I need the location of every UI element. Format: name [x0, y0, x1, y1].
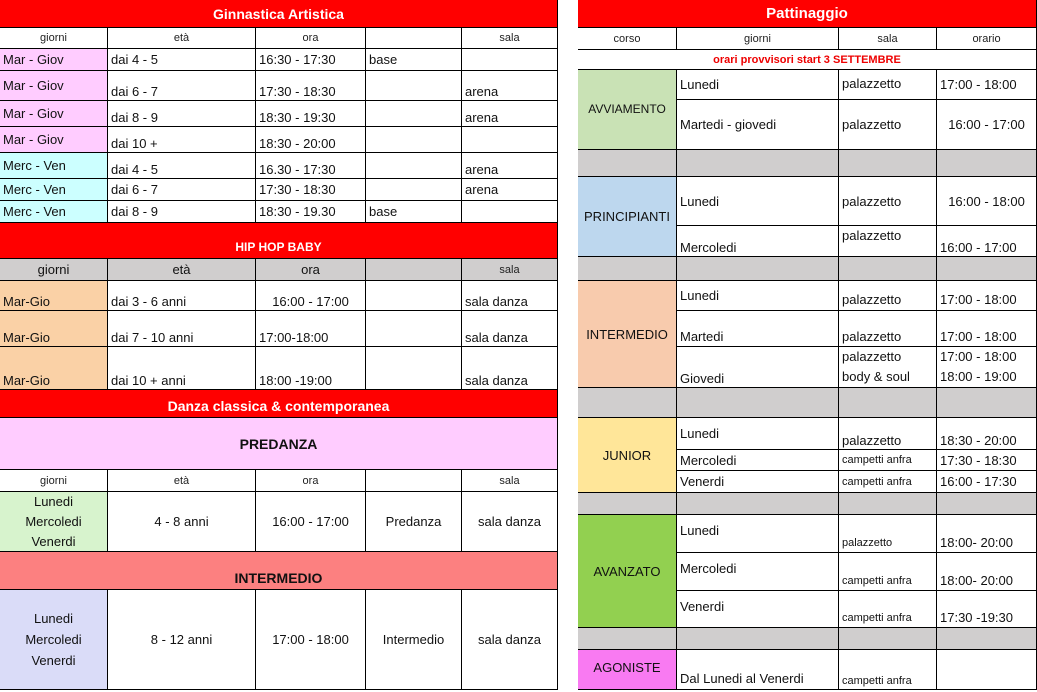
col-header-ora: ora: [256, 28, 366, 49]
ginnastica-row-5-sala: arena: [462, 153, 558, 179]
ginnastica-row-6-sala: arena: [462, 179, 558, 201]
intermedio-sala: sala danza: [462, 590, 558, 690]
hiphop-header-ora: ora: [256, 259, 366, 281]
separator-2d: [937, 257, 1037, 281]
agoniste-label: AGONISTE: [578, 650, 677, 690]
ginnastica-row-6-eta: dai 6 - 7: [108, 179, 256, 201]
ginnastica-row-1-ora: 16:30 - 17:30: [256, 49, 366, 71]
ginnastica-row-5-corso: [366, 153, 462, 179]
ginnastica-row-4-eta: dai 10 +: [108, 127, 256, 153]
danza-title: Danza classica & contemporanea: [0, 390, 558, 418]
danza-header-sala: sala: [462, 470, 558, 492]
junior-label: JUNIOR: [578, 418, 677, 493]
predanza-day-2: Mercoledi: [25, 513, 82, 529]
predanza-day-1: Lunedi: [33, 493, 74, 509]
separator-4b: [677, 493, 839, 515]
agoniste-row1-sala: campetti anfra: [839, 650, 937, 690]
avanzato-row2-sala: campetti anfra: [839, 553, 937, 591]
separator-1c: [839, 150, 937, 177]
ginnastica-row-2-corso: [366, 71, 462, 101]
intermedio-label: INTERMEDIO: [578, 281, 677, 388]
intermedio-row3-sala: [839, 347, 937, 388]
ginnastica-row-3-sala: arena: [462, 101, 558, 127]
ginnastica-row-1-giorni: Mar - Giov: [0, 49, 108, 71]
ginnastica-row-2-giorni: Mar - Giov: [0, 71, 108, 101]
avviamento-row2-orario: 16:00 - 17:00: [937, 100, 1037, 150]
danza-header-ora: ora: [256, 470, 366, 492]
ginnastica-row-4-giorni: Mar - Giov: [0, 127, 108, 153]
ginnastica-row-5-eta: dai 4 - 5: [108, 153, 256, 179]
avviamento-row2-sala: palazzetto: [839, 100, 937, 150]
ginnastica-row-6-ora: 17:30 - 18:30: [256, 179, 366, 201]
hiphop-row-3-eta: dai 10 + anni: [108, 347, 256, 390]
hiphop-row-1-ora: 16:00 - 17:00: [256, 281, 366, 311]
hiphop-row-1-eta: dai 3 - 6 anni: [108, 281, 256, 311]
intermedio-row3-orario-1: 17:00 - 18:00: [940, 349, 1017, 364]
col-header-giorni: giorni: [0, 28, 108, 49]
avviamento-row2-giorni: Martedi - giovedi: [677, 100, 839, 150]
principianti-row2-orario: 16:00 - 17:00: [937, 226, 1037, 257]
separator-2c: [839, 257, 937, 281]
separator-1a: [578, 150, 677, 177]
hiphop-row-2-corso: [366, 311, 462, 347]
hiphop-row-1-giorni: Mar-Gio: [0, 281, 108, 311]
avanzato-row3-orario: 17:30 -19:30: [937, 591, 1037, 628]
separator-2b: [677, 257, 839, 281]
hiphop-row-2-giorni: Mar-Gio: [0, 311, 108, 347]
intermedio-row3-sala-2: body & soul: [842, 369, 910, 384]
ginnastica-row-7-eta: dai 8 - 9: [108, 201, 256, 223]
patt-header-orario: orario: [937, 28, 1037, 50]
patt-note: orari provvisori start 3 SETTEMBRE: [578, 50, 1037, 70]
intermedio-row1-giorni: Lunedi: [677, 281, 839, 311]
hiphop-header-eta: età: [108, 259, 256, 281]
separator-1d: [937, 150, 1037, 177]
agoniste-row1-orario: [937, 650, 1037, 690]
intermedio-row2-giorni: Martedi: [677, 311, 839, 347]
ginnastica-row-7-giorni: Merc - Ven: [0, 201, 108, 223]
separator-3b: [677, 388, 839, 418]
separator-3a: [578, 388, 677, 418]
separator-5c: [839, 628, 937, 650]
separator-1b: [677, 150, 839, 177]
intermedio-day-1: Lunedi: [33, 611, 74, 626]
principianti-row2-sala: palazzetto: [839, 226, 937, 257]
junior-row1-orario: 18:30 - 20:00: [937, 418, 1037, 450]
ginnastica-row-6-corso: [366, 179, 462, 201]
separator-5a: [578, 628, 677, 650]
intermedio-days: [0, 590, 108, 690]
ginnastica-row-2-ora: 17:30 - 18:30: [256, 71, 366, 101]
predanza-ora: 16:00 - 17:00: [256, 492, 366, 552]
ginnastica-row-1-eta: dai 4 - 5: [108, 49, 256, 71]
predanza-eta: 4 - 8 anni: [108, 492, 256, 552]
junior-row2-sala: campetti anfra: [839, 450, 937, 471]
agoniste-row1-giorni: Dal Lunedi al Venerdi: [677, 650, 839, 690]
avanzato-row1-giorni: Lunedi: [677, 515, 839, 553]
ginnastica-row-4-corso: [366, 127, 462, 153]
intermedio-day-2: Mercoledi: [25, 632, 82, 647]
ginnastica-row-5-ora: 16.30 - 17:30: [256, 153, 366, 179]
junior-row2-orario: 17:30 - 18:30: [937, 450, 1037, 471]
predanza-sala: sala danza: [462, 492, 558, 552]
ginnastica-row-7-sala: [462, 201, 558, 223]
hiphop-row-3-giorni: Mar-Gio: [0, 347, 108, 390]
avanzato-row2-orario: 18:00- 20:00: [937, 553, 1037, 591]
separator-2a: [578, 257, 677, 281]
intermedio-row2-orario: 17:00 - 18:00: [937, 311, 1037, 347]
col-header-sala: sala: [462, 28, 558, 49]
principianti-row1-orario: 16:00 - 18:00: [937, 177, 1037, 226]
separator-4c: [839, 493, 937, 515]
predanza-days: [0, 492, 108, 552]
junior-row2-giorni: Mercoledi: [677, 450, 839, 471]
ginnastica-row-1-sala: [462, 49, 558, 71]
ginnastica-row-3-eta: dai 8 - 9: [108, 101, 256, 127]
hiphop-header-blank: [366, 259, 462, 281]
intermedio-row3-orario: [937, 347, 1037, 388]
separator-5d: [937, 628, 1037, 650]
ginnastica-row-2-sala: arena: [462, 71, 558, 101]
ginnastica-row-2-eta: dai 6 - 7: [108, 71, 256, 101]
intermedio-danza-title: INTERMEDIO: [0, 552, 558, 590]
hiphop-row-2-ora: 17:00-18:00: [256, 311, 366, 347]
hiphop-row-1-sala: sala danza: [462, 281, 558, 311]
ginnastica-row-3-corso: [366, 101, 462, 127]
danza-header-giorni: giorni: [0, 470, 108, 492]
pattinaggio-title: Pattinaggio: [578, 0, 1037, 28]
hiphop-row-1-corso: [366, 281, 462, 311]
principianti-label: PRINCIPIANTI: [578, 177, 677, 257]
patt-header-corso: corso: [578, 28, 677, 50]
hiphop-row-3-ora: 18:00 -19:00: [256, 347, 366, 390]
ginnastica-row-4-sala: [462, 127, 558, 153]
hiphop-title: HIP HOP BABY: [0, 223, 558, 259]
predanza-title: PREDANZA: [0, 418, 558, 470]
predanza-corso: Predanza: [366, 492, 462, 552]
intermedio-row1-sala: palazzetto: [839, 281, 937, 311]
avviamento-row1-orario: 17:00 - 18:00: [937, 70, 1037, 100]
junior-row3-sala: campetti anfra: [839, 471, 937, 493]
avviamento-row1-giorni: Lunedi: [677, 70, 839, 100]
ginnastica-row-5-giorni: Merc - Ven: [0, 153, 108, 179]
hiphop-row-2-sala: sala danza: [462, 311, 558, 347]
principianti-row2-giorni: Mercoledi: [677, 226, 839, 257]
danza-header-eta: età: [108, 470, 256, 492]
avanzato-row3-sala: campetti anfra: [839, 591, 937, 628]
hiphop-header-sala: sala: [462, 259, 558, 281]
intermedio-row2-sala: palazzetto: [839, 311, 937, 347]
ginnastica-row-6-giorni: Merc - Ven: [0, 179, 108, 201]
ginnastica-row-4-ora: 18:30 - 20:00: [256, 127, 366, 153]
intermedio-corso: Intermedio: [366, 590, 462, 690]
ginnastica-row-3-giorni: Mar - Giov: [0, 101, 108, 127]
intermedio-ora: 17:00 - 18:00: [256, 590, 366, 690]
intermedio-row3-sala-1: palazzetto: [842, 349, 902, 364]
patt-header-giorni: giorni: [677, 28, 839, 50]
junior-row3-orario: 16:00 - 17:30: [937, 471, 1037, 493]
ginnastica-row-3-ora: 18:30 - 19:30: [256, 101, 366, 127]
separator-5b: [677, 628, 839, 650]
junior-row1-giorni: Lunedi: [677, 418, 839, 450]
intermedio-row3-orario-2: 18:00 - 19:00: [940, 369, 1017, 384]
separator-3c: [839, 388, 937, 418]
predanza-day-3: Venerdi: [31, 533, 76, 549]
hiphop-header-giorni: giorni: [0, 259, 108, 281]
avanzato-row2-giorni: Mercoledi: [677, 553, 839, 591]
junior-row3-giorni: Venerdi: [677, 471, 839, 493]
hiphop-row-2-eta: dai 7 - 10 anni: [108, 311, 256, 347]
principianti-row1-sala: palazzetto: [839, 177, 937, 226]
col-header-eta: età: [108, 28, 256, 49]
principianti-row1-giorni: Lunedi: [677, 177, 839, 226]
avanzato-row1-orario: 18:00- 20:00: [937, 515, 1037, 553]
separator-3d: [937, 388, 1037, 418]
right-panel: [578, 0, 1037, 692]
patt-header-sala: sala: [839, 28, 937, 50]
ginnastica-row-7-ora: 18:30 - 19.30: [256, 201, 366, 223]
avanzato-row1-sala: palazzetto: [839, 515, 937, 553]
separator-4a: [578, 493, 677, 515]
avanzato-label: AVANZATO: [578, 515, 677, 628]
junior-row1-sala: palazzetto: [839, 418, 937, 450]
ginnastica-row-7-corso: base: [366, 201, 462, 223]
hiphop-row-3-sala: sala danza: [462, 347, 558, 390]
col-header-blank: [366, 28, 462, 49]
separator-4d: [937, 493, 1037, 515]
avviamento-row1-sala: palazzetto: [839, 70, 937, 100]
avviamento-label: AVVIAMENTO: [578, 70, 677, 150]
intermedio-day-3: Venerdi: [31, 653, 76, 668]
intermedio-row1-orario: 17:00 - 18:00: [937, 281, 1037, 311]
danza-header-blank: [366, 470, 462, 492]
avanzato-row3-giorni: Venerdi: [677, 591, 839, 628]
intermedio-row3-giorni: Giovedi: [677, 347, 839, 388]
hiphop-row-3-corso: [366, 347, 462, 390]
intermedio-eta: 8 - 12 anni: [108, 590, 256, 690]
ginnastica-title: Ginnastica Artistica: [0, 0, 558, 28]
ginnastica-row-1-corso: base: [366, 49, 462, 71]
